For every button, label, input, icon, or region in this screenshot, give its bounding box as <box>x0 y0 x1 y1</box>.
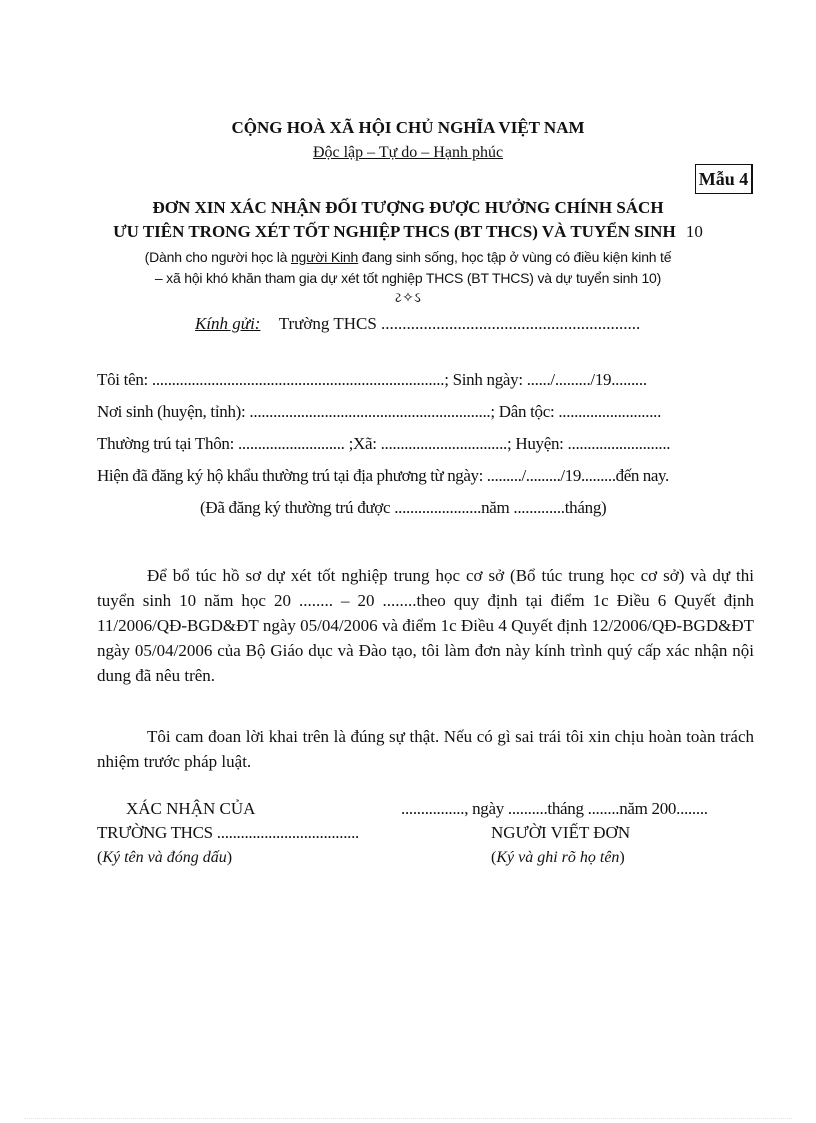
field-registration-date: Hiện đã đăng ký hộ khẩu thường trú tại địa phương từ ngày: ........./........./19.........đến nay. <box>97 466 669 485</box>
recipient-label: Kính gửi: <box>195 314 261 333</box>
note-1-underlined: người Kinh <box>290 249 359 265</box>
title-line-1: ĐƠN XIN XÁC NHẬN ĐỐI TƯỢNG ĐƯỢC HƯỞNG CHÍNH SÁCH <box>152 198 664 217</box>
page-bottom-divider <box>24 1118 792 1119</box>
field-residence: Thường trú tại Thôn: ........................... ;Xã: ................................; Huyện: .......................... <box>97 434 671 453</box>
sig-right-line-2: NGƯỜI VIẾT ĐƠN <box>491 823 631 842</box>
field-name: Tôi tên: ..........................................................................; Sinh ngày: ....../........./19......... <box>97 370 647 389</box>
sig-left-line-2: TRƯỜNG THCS .................................... <box>97 823 359 842</box>
sig-left-line-1: XÁC NHẬN CỦA <box>126 799 256 818</box>
sig-left-note <box>97 849 232 867</box>
title-line-2-text: ƯU TIÊN TRONG XÉT TỐT NGHIỆP THCS (BT THCS) VÀ TUYỂN SINH <box>113 222 676 241</box>
form-code-box: Mẫu 4 <box>695 164 753 194</box>
title-line-2 <box>0 222 816 242</box>
sig-right-date: ................, ngày ..........tháng ........năm 200........ <box>401 799 708 818</box>
sig-right-note-text: Ký và ghi rõ họ tên <box>496 849 620 866</box>
ornament-star-icon: ✧ <box>402 291 414 306</box>
country-header: CỘNG HOÀ XÃ HỘI CHỦ NGHĨA VIỆT NAM <box>231 118 585 137</box>
ornament-left-icon: ઽ <box>395 290 403 306</box>
sig-right-note <box>491 849 625 867</box>
ornament <box>384 290 432 307</box>
paragraph-purpose: Để bổ túc hồ sơ dự xét tốt nghiệp trung học cơ sở (Bổ túc trung học cơ sở) và dự thi tuyển sinh 10 năm học 20 ........ – 20 ........theo quy định tại điểm 1c Điều 6 Quyết định 11/2006/QĐ-BGD&ĐT ngày 05/04/2006 và điểm 1c Điều 4 Quyết định 12/2006/QĐ-BGD&ĐT ngày 05/04/2006 của Bộ Giáo dục và Đào tạo, tôi làm đơn này kính trình quý cấp xác nhận nội dung đã nêu trên. <box>97 566 754 685</box>
motto: Độc lập – Tự do – Hạnh phúc <box>312 144 504 161</box>
sig-left-note-open: ( <box>97 849 103 866</box>
title-note-2: – xã hội khó khăn tham gia dự xét tốt nghiệp THCS (BT THCS) và dự tuyển sinh 10) <box>154 270 662 286</box>
sig-left-note-close: ) <box>226 849 233 866</box>
recipient-value: Trường THCS ............................................................. <box>278 314 641 333</box>
sig-right-note-open: ( <box>491 849 497 866</box>
title-note-1 <box>0 249 816 265</box>
sig-left-note-text: Ký tên và đóng dấu <box>102 849 227 866</box>
note-1-pre: (Dành cho người học là <box>144 249 288 265</box>
recipient <box>195 314 640 334</box>
note-1-post: đang sinh sống, học tập ở vùng có điều kiện kinh tế <box>361 249 672 265</box>
title-line-2-number: 10 <box>685 222 703 241</box>
field-registration-duration: (Đã đăng ký thường trú được ......................năm .............tháng) <box>200 498 607 517</box>
field-birthplace: Nơi sinh (huyện, tỉnh): .............................................................; Dân tộc: .......................... <box>97 402 662 421</box>
ornament-right-icon: ઽ <box>413 290 421 306</box>
paragraph-commitment: Tôi cam đoan lời khai trên là đúng sự thật. Nếu có gì sai trái tôi xin chịu hoàn toàn trách nhiệm trước pháp luật. <box>97 727 754 771</box>
sig-right-note-close: ) <box>619 849 625 866</box>
